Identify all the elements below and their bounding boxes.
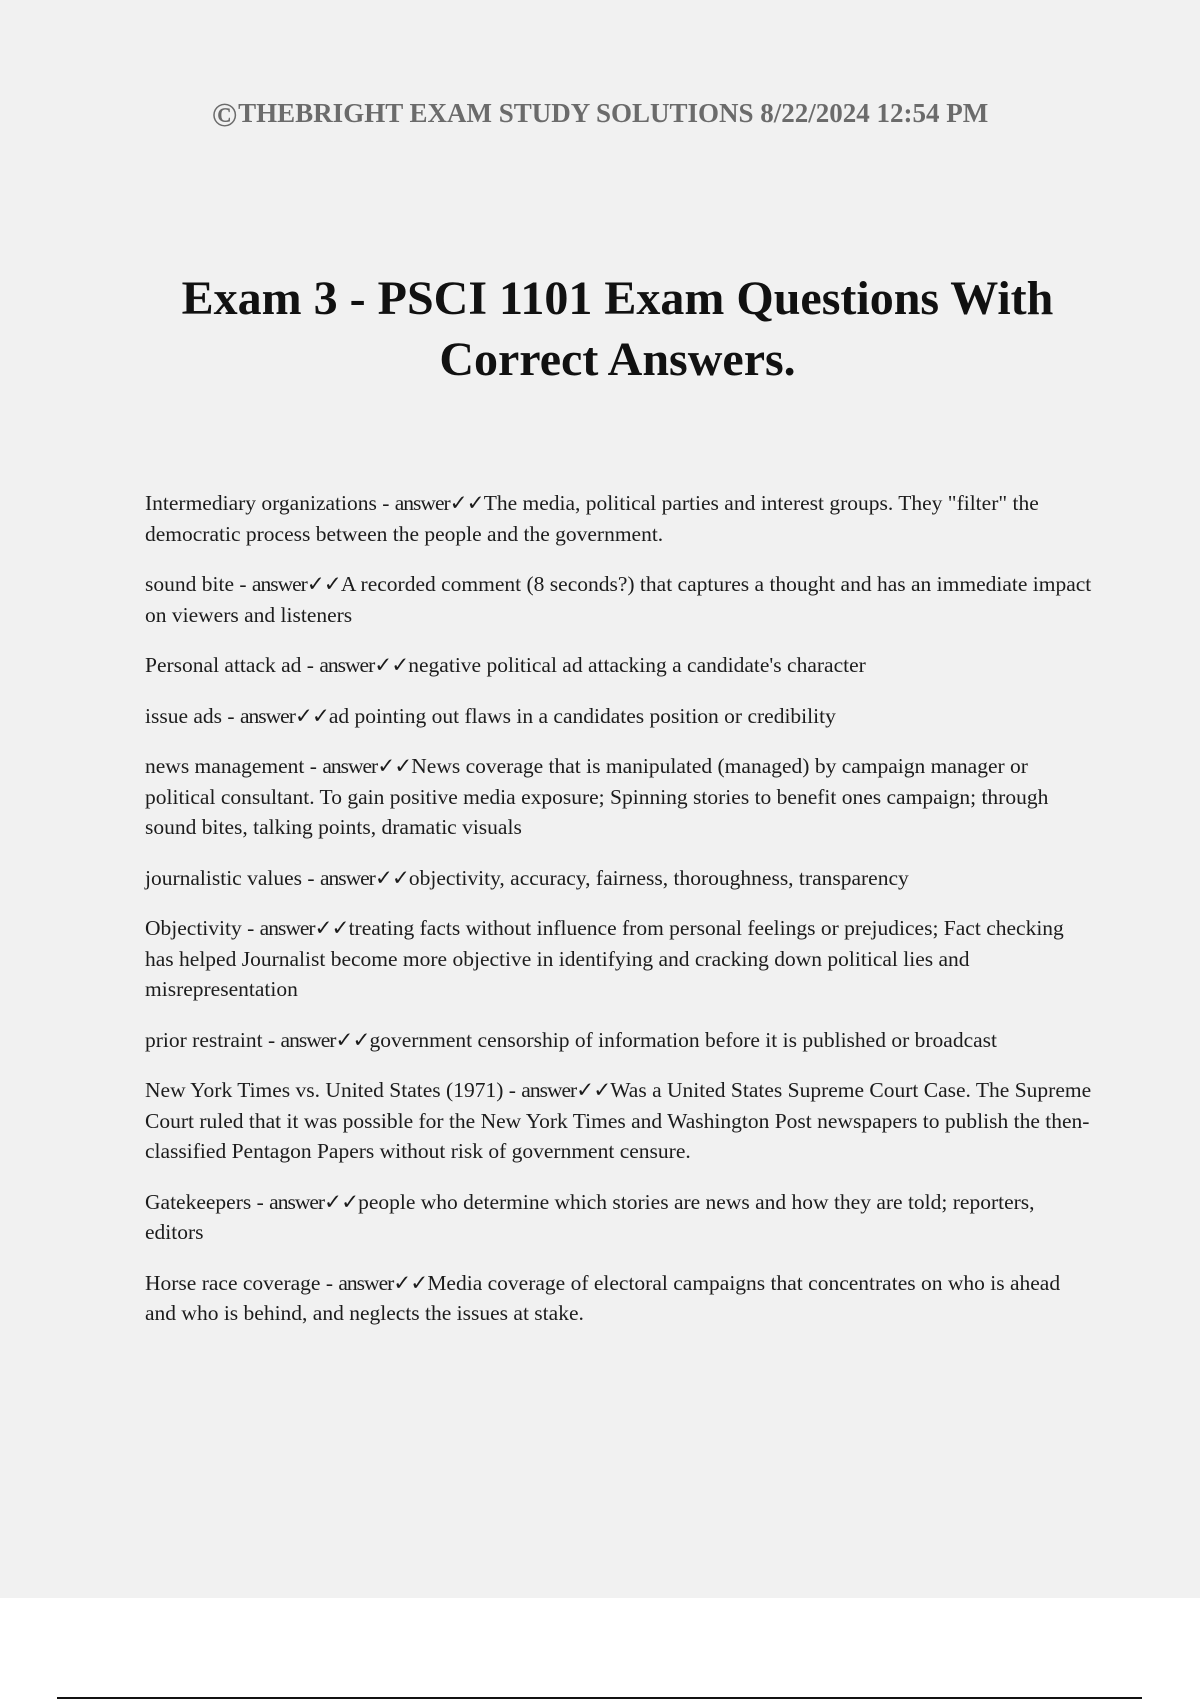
entry-definition: Was a United States Supreme Court Case. The Supreme Court ruled that it was possible for the New York Times and Washington Post newspapers to publish the then-classified Pentagon Papers without risk of government censure. [145,1078,1092,1163]
entry-definition: The media, political parties and interest groups. They "filter" the democratic process between the people and the government. [145,491,1039,546]
answer-marker: answer✓✓ [521,1078,611,1102]
list-item [145,751,1095,843]
answer-marker: answer✓✓ [239,703,329,728]
entry-definition: A recorded comment (8 seconds?) that captures a thought and has an immediate impact on viewers and listeners [145,572,1092,627]
answer-marker: answer✓✓ [319,653,409,677]
watermark-header [0,97,1200,134]
copyright-icon: © [211,97,238,134]
watermark-text: THEBRIGHT EXAM STUDY SOLUTIONS 8/22/2024 12:54 PM [238,98,989,128]
list-item [145,569,1095,630]
entry-definition: News coverage that is manipulated (managed) by campaign manager or political consultant. To gain positive media exposure; Spinning stories to benefit ones campaign; through sound bites, talking points, dramatic visuals [145,754,1049,839]
answer-marker: answer✓✓ [394,491,484,515]
entry-definition: treating facts without influence from personal feelings or prejudices; Fact checking has helped Journalist become more objective in identifying and cracking down political lies and misrepresentation [145,916,1064,1001]
entry-term: issue ads - [145,704,240,728]
answer-marker: answer✓✓ [259,916,349,940]
answer-marker: answer✓✓ [319,865,409,890]
list-item [145,1187,1095,1248]
qa-list [145,488,1095,1349]
list-item [145,863,1095,894]
footer-divider [57,1697,1142,1699]
list-item [145,701,1095,732]
entry-term: Horse race coverage - [145,1271,338,1295]
entry-term: Personal attack ad - [145,653,319,677]
document-title: Exam 3 - PSCI 1101 Exam Questions With Correct Answers. [181,272,1054,386]
list-item [145,913,1095,1005]
entry-term: journalistic values - [145,866,320,890]
answer-marker: answer✓✓ [322,754,412,778]
entry-definition: negative political ad attacking a candidate's character [408,653,866,677]
answer-marker: answer✓✓ [338,1270,428,1295]
entry-definition: people who determine which stories are news and how they are told; reporters, editors [145,1189,1035,1244]
entry-term: New York Times vs. United States (1971) - [145,1078,521,1102]
entry-definition: government censorship of information before it is published or broadcast [369,1027,997,1052]
entry-definition: ad pointing out flaws in a candidates position or credibility [328,703,836,728]
entry-term: sound bite - [145,572,252,596]
entry-definition: objectivity, accuracy, fairness, thoroughness, transparency [408,865,909,890]
answer-marker: answer✓✓ [269,1189,359,1214]
entry-term: prior restraint - [145,1028,281,1052]
list-item [145,650,1095,681]
entry-term: news management - [145,754,322,778]
answer-marker: answer✓✓ [280,1027,370,1052]
entry-term: Gatekeepers - [145,1190,269,1214]
entry-definition: Media coverage of electoral campaigns that concentrates on who is ahead and who is behind, and neglects the issues at stake. [145,1270,1061,1325]
list-item [145,1025,1095,1056]
entry-term: Intermediary organizations - [145,491,395,515]
answer-marker: answer✓✓ [251,572,341,596]
list-item [145,1268,1095,1329]
list-item [145,1075,1095,1167]
list-item [145,488,1095,549]
entry-term: Objectivity - [145,916,260,940]
